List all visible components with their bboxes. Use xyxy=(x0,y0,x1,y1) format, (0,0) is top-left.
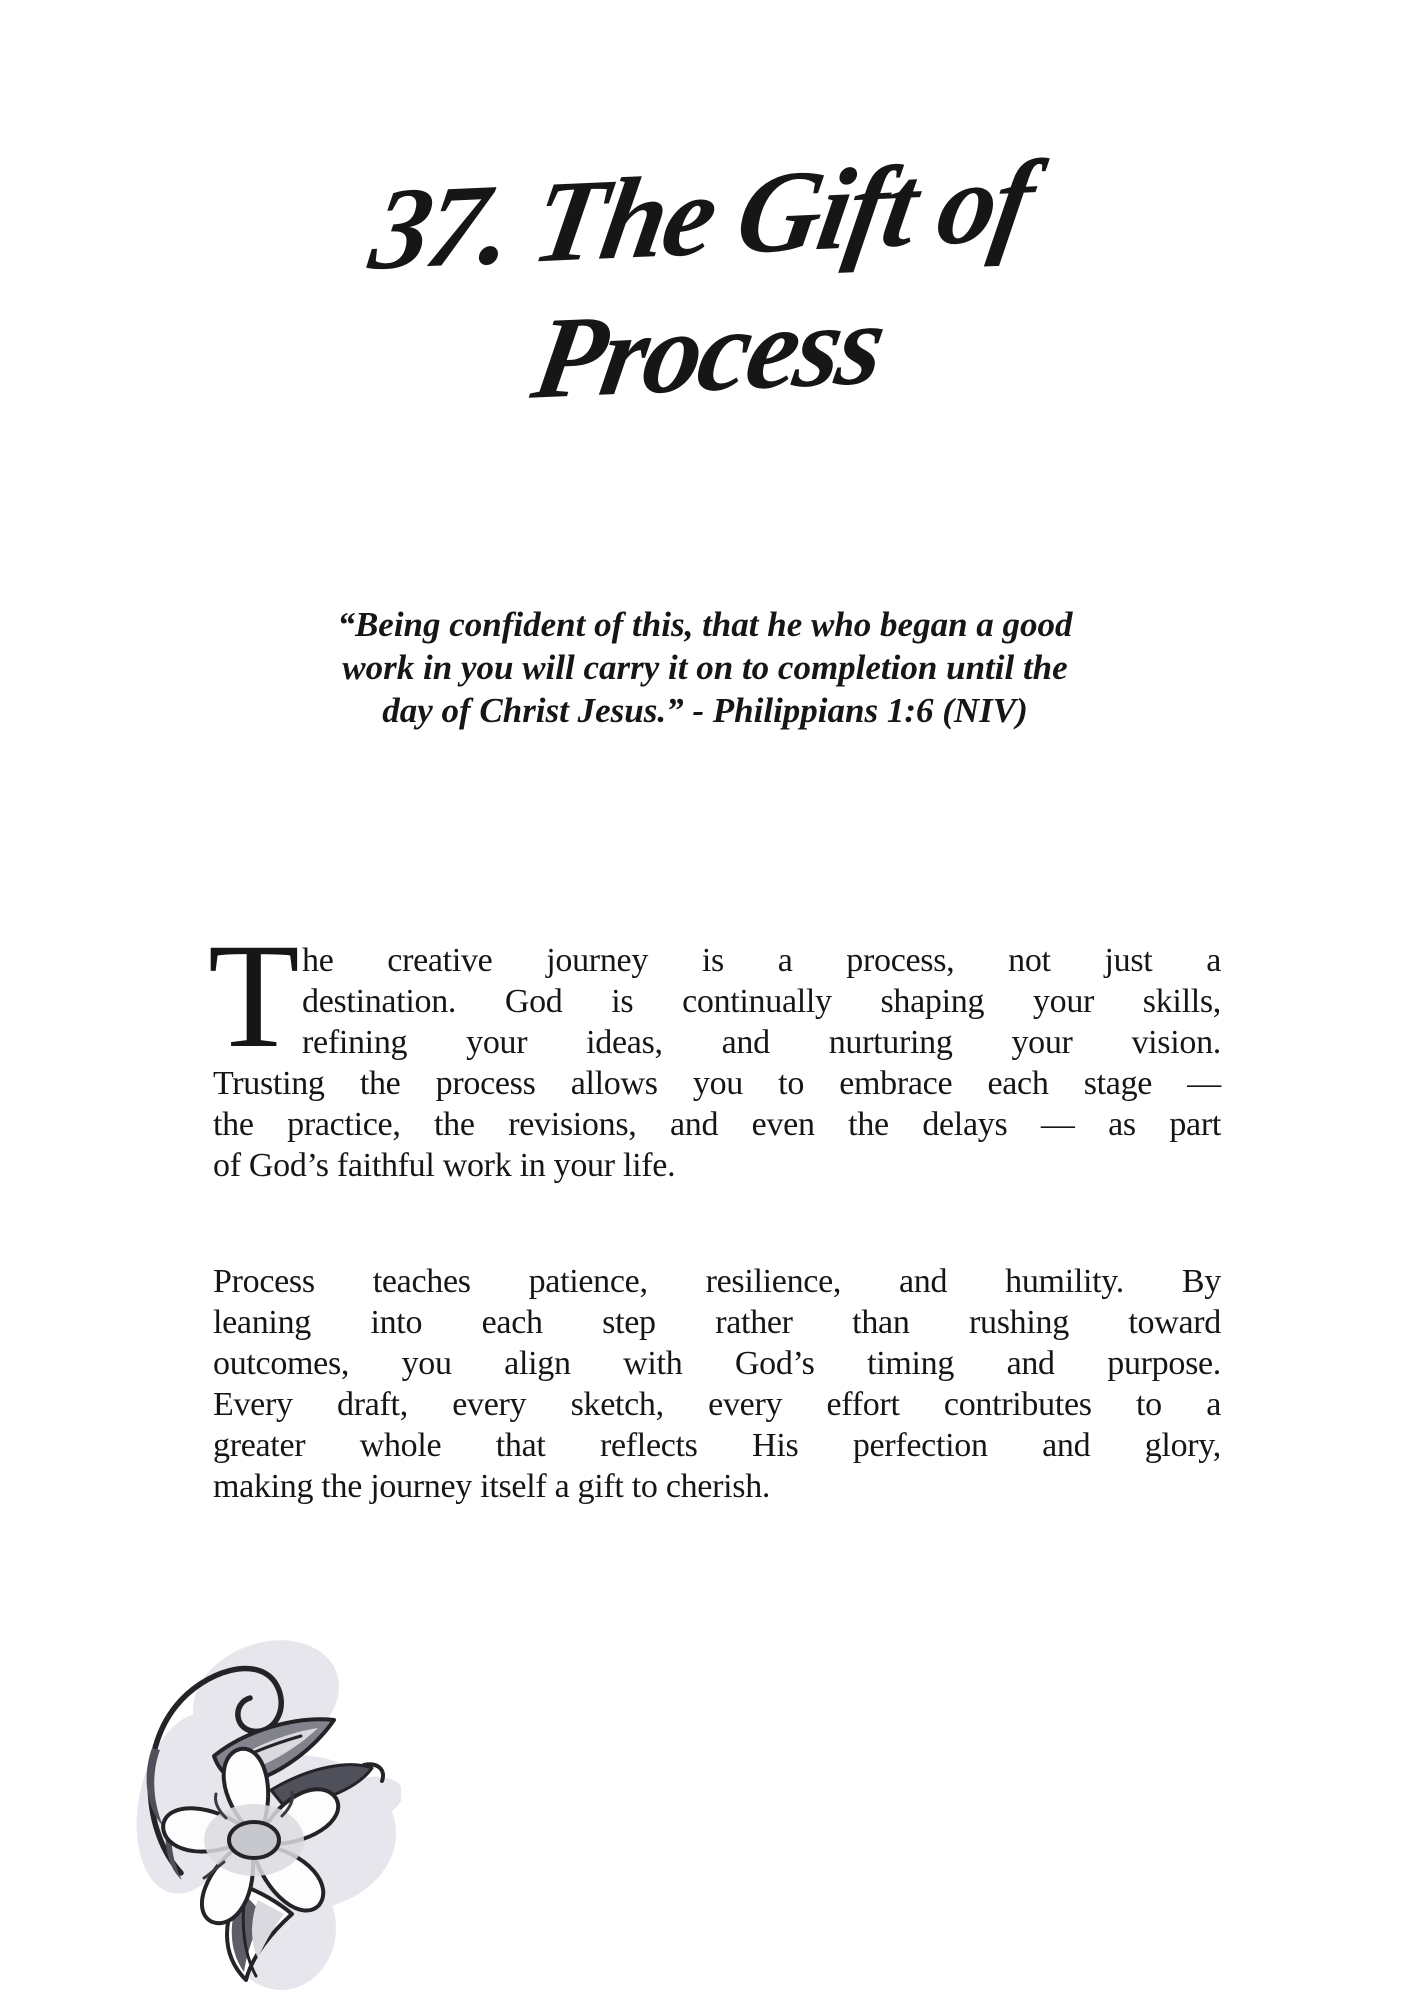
body-paragraph-1 xyxy=(208,913,1221,1186)
body-line: destination. God is continually shaping your skills, xyxy=(302,983,1221,1020)
body-line: of God’s faithful work in your life. xyxy=(213,1147,676,1184)
body-line: he creative journey is a process, not just a xyxy=(302,942,1221,979)
body-line: Every draft, every sketch, every effort contributes to a xyxy=(213,1386,1221,1423)
chapter-title xyxy=(0,115,1410,452)
chapter-title-text-1: 37. The Gift of xyxy=(362,137,1042,295)
flower-ink-sketch-icon xyxy=(106,1618,401,1993)
body-line: refining your ideas, and nurturing your vision. xyxy=(302,1024,1221,1061)
body-line: outcomes, you align with God’s timing and purpose. xyxy=(213,1345,1221,1382)
scripture-quote xyxy=(202,603,1208,732)
verse-line: work in you will carry it on to completion until the xyxy=(342,648,1068,687)
body-line: making the journey itself a gift to cherish. xyxy=(213,1468,771,1505)
body-line: greater whole that reflects His perfection and glory, xyxy=(213,1427,1221,1464)
verse-line: “Being confident of this, that he who began a good xyxy=(337,605,1073,644)
verse-line: day of Christ Jesus.” - Philippians 1:6 (NIV) xyxy=(382,691,1028,730)
chapter-title-text-2: Process xyxy=(524,279,892,425)
body-line: leaning into each step rather than rushing toward xyxy=(213,1304,1221,1341)
body-line: Process teaches patience, resilience, and humility. By xyxy=(213,1263,1221,1300)
body-line: the practice, the revisions, and even the delays — as part xyxy=(213,1106,1221,1143)
body-paragraph-2 xyxy=(213,1261,1221,1507)
drop-cap: T xyxy=(208,913,300,1079)
body-line: Trusting the process allows you to embrace each stage — xyxy=(213,1065,1221,1102)
